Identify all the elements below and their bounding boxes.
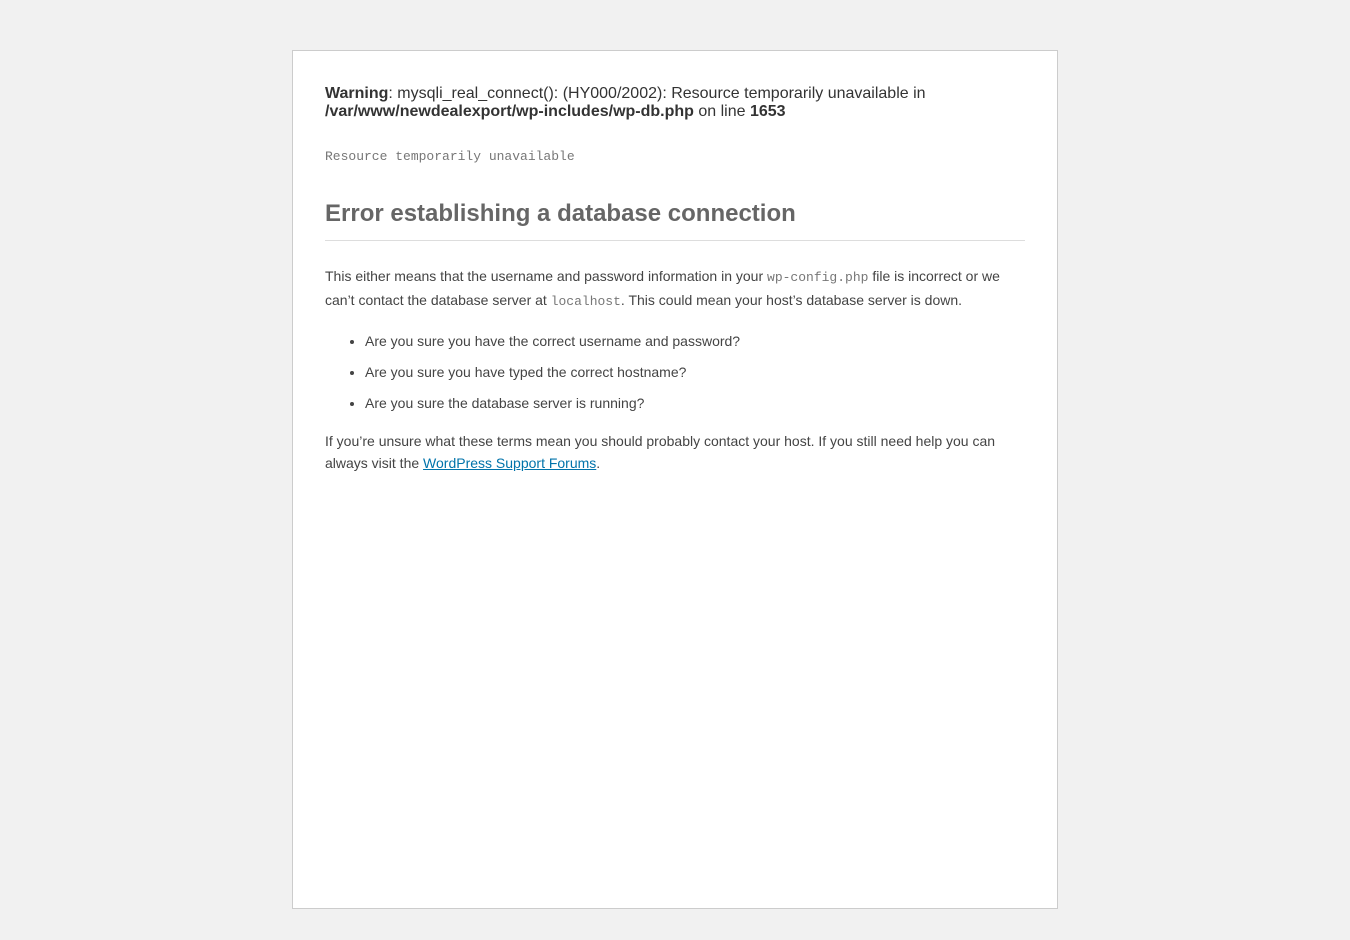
page-title: Error establishing a database connection (325, 199, 1025, 241)
warning-line-number: 1653 (749, 103, 786, 120)
intro-paragraph (325, 265, 1025, 313)
warning-on-line: on line (693, 103, 750, 120)
support-forums-link[interactable]: WordPress Support Forums (423, 455, 597, 471)
list-item: • Are you sure you have typed the correct hostname? (365, 363, 1025, 381)
error-card (292, 50, 1058, 909)
intro-text-2: file is incorrect or we can’t contact the database server at (325, 268, 1000, 308)
help-text-end: . (596, 455, 601, 471)
config-file-code: wp-config.php (767, 270, 869, 285)
host-code: localhost (550, 294, 621, 309)
help-paragraph (325, 430, 1025, 474)
warning-file-path: /var/www/newdealexport/wp-includes/wp-db.php (325, 103, 694, 120)
checklist (325, 332, 1025, 412)
list-item: • Are you sure you have the correct username and password? (365, 332, 1025, 350)
raw-error-message: Resource temporarily unavailable (325, 149, 575, 164)
warning-message: : mysqli_real_connect(): (HY000/2002): Resource temporarily unavailable in (388, 85, 926, 102)
php-warning (325, 85, 1025, 121)
intro-text-3: . This could mean your host’s database server is down. (620, 292, 963, 308)
list-item: • Are you sure the database server is running? (365, 394, 1025, 412)
intro-text-1: This either means that the username and password information in your (325, 268, 768, 284)
help-text: If you’re unsure what these terms mean you should probably contact your host. If you still need help you can always visit the (325, 433, 996, 471)
warning-label: Warning (325, 85, 389, 102)
